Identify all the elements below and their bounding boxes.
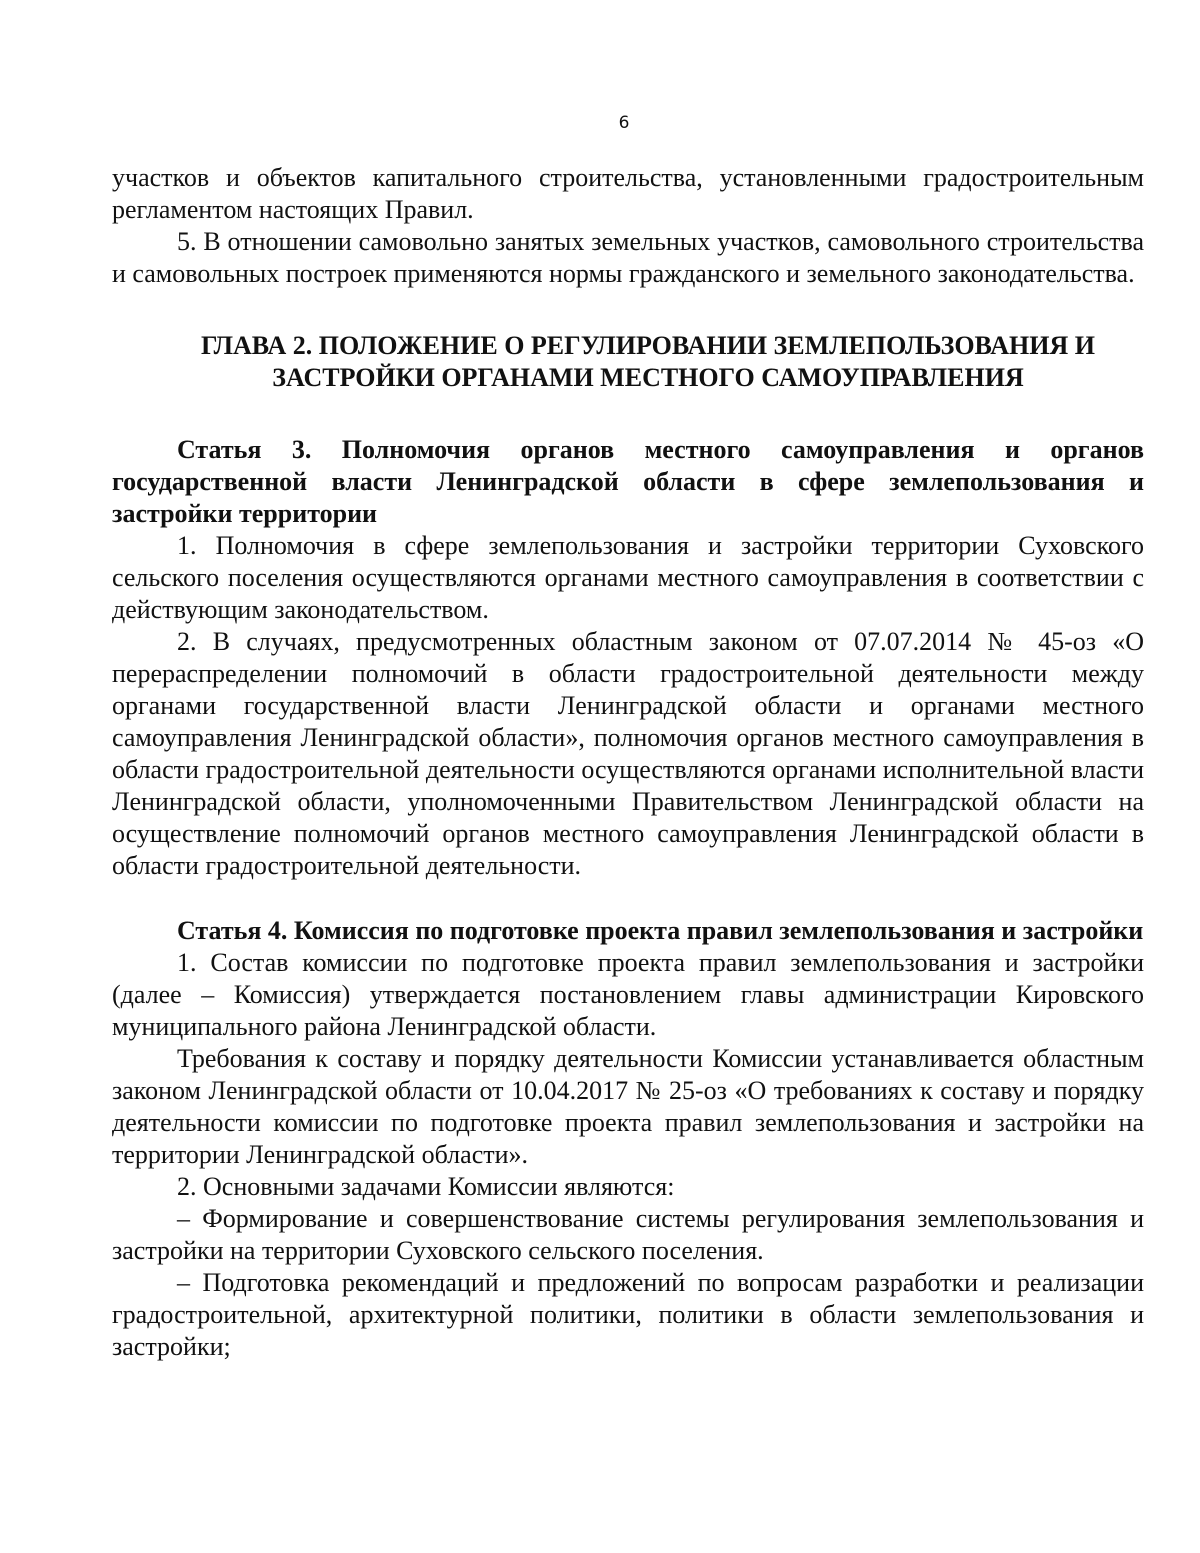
intro-paragraph: 5. В отношении самовольно занятых земельных участков, самовольного строительства и самовольных построек применяются нормы гражданского и земельного законодательства.: [112, 227, 1144, 288]
article-4-paragraph: 1. Состав комиссии по подготовке проекта правил землепользования и застройки (далее – Комиссия) утверждается постановлением главы администрации Кировского муниципального района Ленинградской области.: [112, 948, 1144, 1041]
article-4-list-item: – Формирование и совершенствование системы регулирования землепользования и застройки на территории Суховского сельского поселения.: [112, 1204, 1144, 1265]
page-content: [112, 162, 1144, 1363]
article-4-title: Статья 4. Комиссия по подготовке проекта правил землепользования и застройки: [177, 916, 1144, 945]
article-3-paragraph: 1. Полномочия в сфере землепользования и застройки территории Суховского сельского поселения осуществляются органами местного самоуправления в соответствии с действующим законодательством.: [112, 531, 1144, 624]
article-3-title: Статья 3. Полномочия органов местного самоуправления и органов государственной власти Ленинградской области в сфере землепользования и застройки территории: [112, 435, 1144, 528]
page-number: 6: [618, 113, 630, 133]
article-4-list-item: – Подготовка рекомендаций и предложений по вопросам разработки и реализации градостроительной, архитектурной политики, политики в области землепользования и застройки;: [112, 1268, 1144, 1361]
article-3-paragraph: 2. В случаях, предусмотренных областным законом от 07.07.2014 № 45-оз «О перераспределении полномочий в области градостроительной деятельности между органами государственной власти Ленинградской области и органами местного самоуправления Ленинградской области», полномочия органов местного самоуправления в области градостроительной деятельности осуществляются органами исполнительной власти Ленинградской области, уполномоченными Правительством Ленинградской области на осуществление полномочий органов местного самоуправления Ленинградской области в области градостроительной деятельности.: [112, 627, 1144, 880]
article-4-paragraph: 2. Основными задачами Комиссии являются:: [177, 1172, 675, 1201]
chapter-heading-line: ЗАСТРОЙКИ ОРГАНАМИ МЕСТНОГО САМОУПРАВЛЕНИЯ: [272, 363, 1024, 392]
chapter-heading: [112, 330, 1144, 394]
article-4-paragraph: Требования к составу и порядку деятельности Комиссии устанавливается областным законом Ленинградской области от 10.04.2017 № 25-оз «О требованиях к составу и порядку деятельности комиссии по подготовке проекта правил землепользования и застройки на территории Ленинградской области».: [112, 1044, 1144, 1169]
chapter-heading-line: ГЛАВА 2. ПОЛОЖЕНИЕ О РЕГУЛИРОВАНИИ ЗЕМЛЕПОЛЬЗОВАНИЯ И: [201, 331, 1095, 360]
intro-paragraph: участков и объектов капитального строительства, установленными градостроительным регламентом настоящих Правил.: [112, 163, 1144, 224]
